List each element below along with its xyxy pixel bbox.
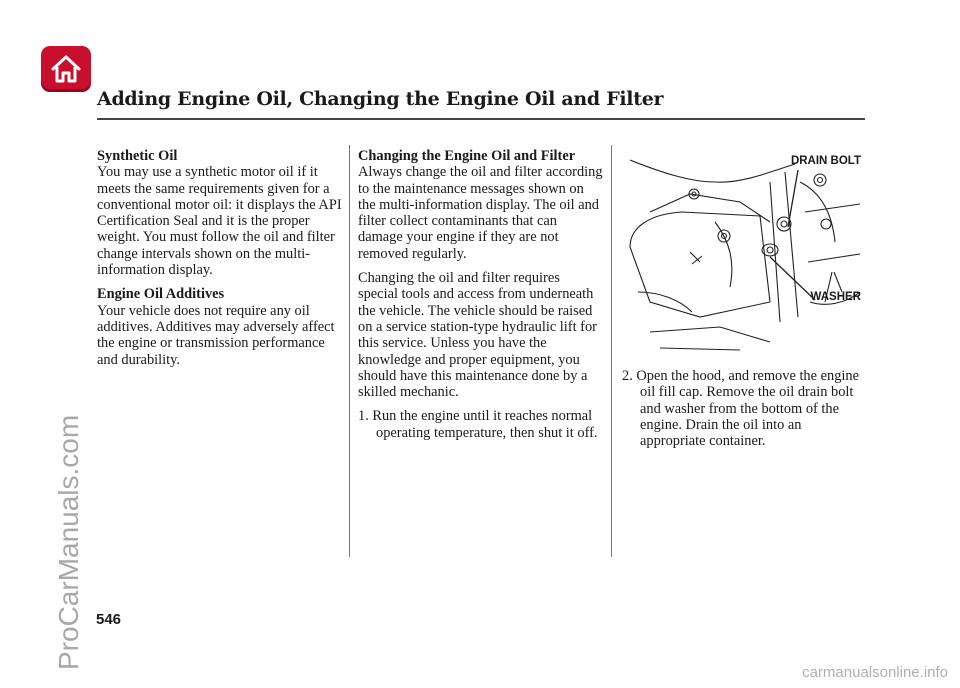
side-watermark: ProCarManuals.com <box>53 414 84 670</box>
washer-label: WASHER <box>810 291 861 303</box>
column-step-2 <box>622 368 867 457</box>
step-2: 2. Open the hood, and remove the engine oil fill cap. Remove the oil drain bolt and washer from the bottom of the engine. Drain the oil into an appropriate container. <box>622 368 859 450</box>
column-divider <box>349 145 350 557</box>
bottom-watermark: carmanualsonline.info <box>802 664 948 681</box>
synthetic-oil-body: You may use a synthetic motor oil if it meets the same requirements given for a conventional motor oil: it displays the API Certification Seal and it is the proper weight. You must follow the oil and filter change intervals shown on the multi-information display. <box>97 164 342 279</box>
drain-bolt-label: DRAIN BOLT <box>790 155 861 167</box>
changing-oil-heading: Changing the Engine Oil and Filter <box>358 148 576 164</box>
oil-additives-heading: Engine Oil Additives <box>97 286 225 303</box>
home-icon <box>50 53 82 85</box>
header-rule <box>97 118 865 120</box>
drain-bolt-figure <box>620 152 865 360</box>
oil-additives-body: Your vehicle does not require any oil additives. Additives may adversely affect the engine or transmission performance and durability. <box>97 302 335 368</box>
home-button[interactable] <box>41 46 91 92</box>
changing-oil-para1: Always change the oil and filter according to the maintenance messages shown on the multi-information display. The oil and filter collect contaminants that can damage your engine if they are not removed regularly. <box>358 164 603 262</box>
page-title: Adding Engine Oil, Changing the Engine Oil and Filter <box>97 88 664 110</box>
column-changing-oil <box>358 148 603 449</box>
page-number: 546 <box>96 611 122 628</box>
column-synthetic-oil <box>97 148 342 376</box>
synthetic-oil-heading: Synthetic Oil <box>97 148 178 164</box>
changing-oil-para2: Changing the oil and filter requires special tools and access from underneath the vehicle. The vehicle should be raised on a service station-type hydraulic lift for this service. Unless you have the knowledge and proper equipment, you should have this maintenance done by a skilled mechanic. <box>358 270 597 401</box>
column-divider <box>611 145 612 557</box>
step-1: 1. Run the engine until it reaches normal operating temperature, then shut it off. <box>358 408 598 441</box>
engine-underside-illustration <box>620 152 865 360</box>
